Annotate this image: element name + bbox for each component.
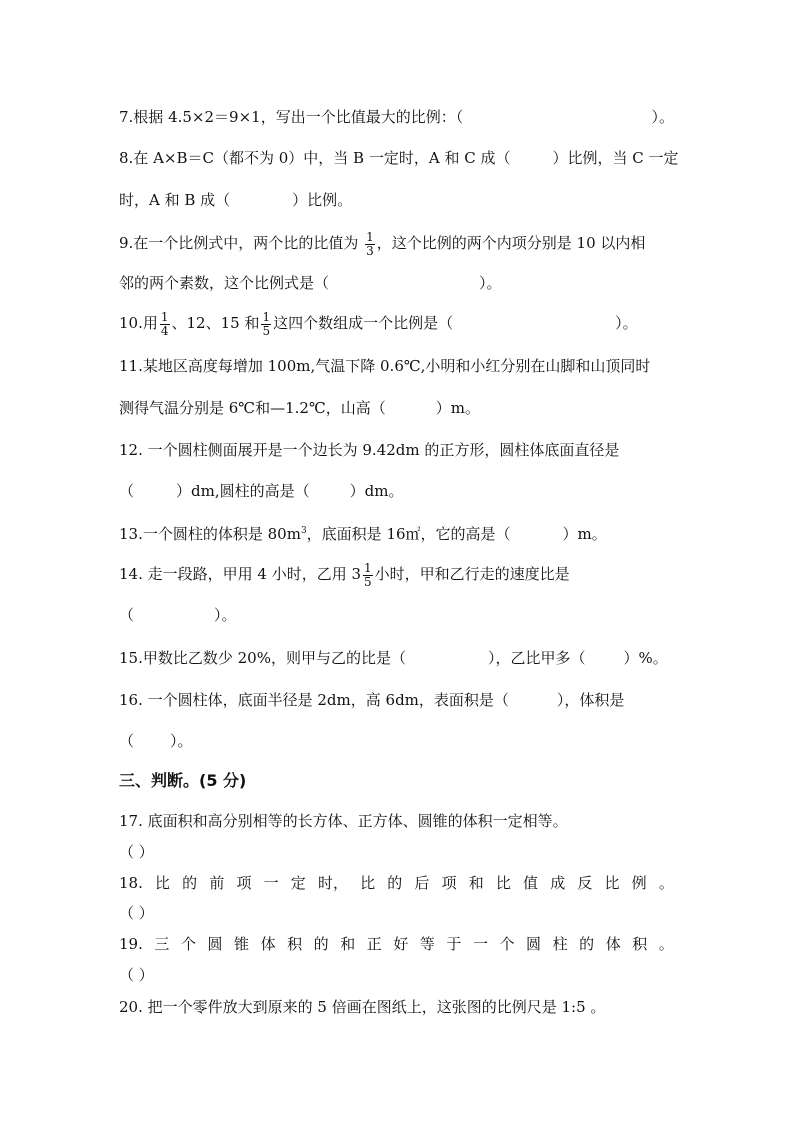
question-text-char: 一 (263, 874, 279, 892)
question-15: 15.甲数比乙数少 20%，则甲与乙的比是（ ），乙比甲多（ ）%。 (119, 649, 668, 667)
q7-text: 7.根据 4.5×2＝9×1，写出一个比值最大的比例：（ (119, 108, 464, 126)
question-text-char: 个 (499, 935, 515, 953)
question-text-char: 比 (604, 874, 620, 892)
question-text-char: 圆 (207, 935, 223, 953)
question-16-line-2: （ ）。 (119, 732, 193, 750)
question-text-char: 个 (180, 935, 196, 953)
question-text-char: 定 (290, 874, 306, 892)
question-13: 13.一个圆柱的体积是 $80m^3$，底面积是 16㎡，它的高是（ ）m。 (119, 525, 607, 543)
question-text-char: 后 (414, 874, 430, 892)
q7-answer-end: ）。 (651, 108, 674, 126)
q18-answer-paren[interactable]: （ ） (119, 904, 154, 922)
question-text-char: 和 (340, 935, 356, 953)
question-text-char: 反 (577, 874, 593, 892)
fraction: $\frac{1}{5}$ (364, 560, 372, 589)
question-text-char: 圆 (526, 935, 542, 953)
question-text-char: 。 (658, 935, 674, 953)
fraction: $\frac{1}{4}$ (160, 309, 169, 338)
question-number: 18. (119, 874, 143, 892)
question-text-char: 等 (419, 935, 435, 953)
question-text-char: 值 (523, 874, 539, 892)
question-19 (119, 934, 674, 954)
question-text-char: 时， (317, 874, 348, 892)
question-text-char: 锥 (234, 935, 250, 953)
question-8-line-2: 时，A 和 B 成（ ）比例。 (119, 191, 353, 209)
question-18 (119, 873, 674, 893)
question-text-char: 正 (366, 935, 382, 953)
question-11-line-1: 11.某地区高度每增加 100m,气温下降 0.6℃,小明和小红分别在山脚和山顶同时 (119, 357, 651, 375)
question-text-char: 柱 (552, 935, 568, 953)
question-text-char: 的 (182, 874, 198, 892)
question-text-char: 前 (209, 874, 225, 892)
question-text-char: 三 (154, 935, 170, 953)
question-11-line-2: 测得气温分别是 6℃和—1.2℃，山高（ ）m。 (119, 399, 480, 417)
question-text-char: 项 (236, 874, 252, 892)
question-text-char: 比 (360, 874, 376, 892)
q19-answer-paren[interactable]: （ ） (119, 966, 154, 984)
question-9-line-1: 9.在一个比例式中，两个比的比值为 $\frac{1}{3}$ ，这个比例的两个内项分别是 10 以内相 (119, 229, 646, 258)
question-8-line-1: 8.在 A×B＝C（都不为 0）中，当 B 一定时，A 和 C 成（ ）比例，当 C 一定 (119, 149, 679, 167)
question-16-line-1: 16. 一个圆柱体，底面半径是 2dm，高 6dm，表面积是（ ），体积是 (119, 691, 625, 709)
question-text-char: 比 (155, 874, 171, 892)
question-17: 17. 底面积和高分别相等的长方体、正方体、圆锥的体积一定相等。 (119, 812, 568, 830)
question-text-char: 比 (495, 874, 511, 892)
question-text-char: 的 (387, 874, 403, 892)
question-9-line-2: 邻的两个素数，这个比例式是（ ）。 (119, 274, 502, 292)
question-text-char: 积 (287, 935, 303, 953)
question-14-line-1: 14. 走一段路，甲用 4 小时，乙用 3 $\frac{1}{5}$ 小时，甲和乙行走的速度比是 (119, 560, 570, 589)
question-text-char: 例 (631, 874, 647, 892)
q17-answer-paren[interactable]: （ ） (119, 843, 154, 861)
question-text-char: 的 (313, 935, 329, 953)
question-text-char: 好 (393, 935, 409, 953)
question-12-line-1: 12. 一个圆柱侧面展开是一个边长为 9.42dm 的正方形，圆柱体底面直径是 (119, 441, 620, 459)
question-text-char: 积 (632, 935, 648, 953)
question-text-char: 成 (550, 874, 566, 892)
question-text-char: 项 (441, 874, 457, 892)
question-7 (119, 107, 674, 127)
question-text-char: 和 (468, 874, 484, 892)
question-number: 19. (119, 935, 143, 953)
question-14-line-2: （ ）。 (119, 606, 237, 624)
question-text-char: 体 (605, 935, 621, 953)
fraction: $\frac{1}{3}$ (366, 229, 374, 258)
question-text-char: 。 (658, 874, 674, 892)
question-text-char: 的 (579, 935, 595, 953)
question-10: 10.用 $\frac{1}{4}$ 、12、15 和 $\frac{1}{5}$ 这四个数组成一个比例是（ ）。 (119, 309, 638, 338)
question-12-line-2: （ ）dm,圆柱的高是（ ）dm。 (119, 482, 404, 500)
fraction: $\frac{1}{5}$ (262, 309, 271, 338)
question-text-char: 于 (446, 935, 462, 953)
section-3-title: 三、判断。(5 分) (119, 771, 247, 790)
question-text-char: 体 (260, 935, 276, 953)
question-20: 20. 把一个零件放大到原来的 5 倍画在图纸上，这张图的比例尺是 1:5 。 (119, 998, 606, 1016)
question-text-char: 一 (472, 935, 488, 953)
